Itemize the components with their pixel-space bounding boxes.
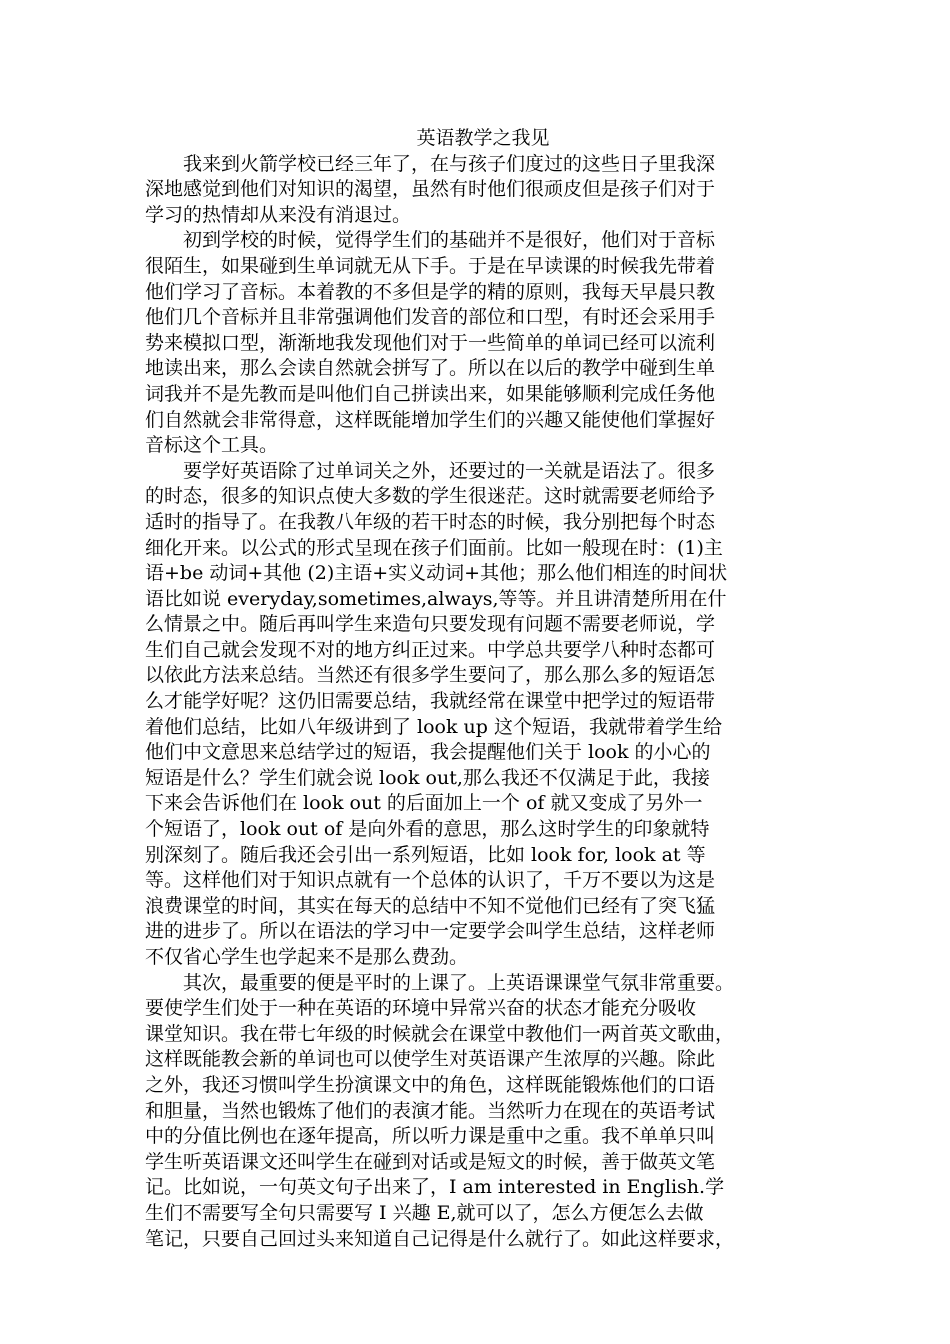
text-line: 中的分值比例也在逐年提高，所以听力课是重中之重。我不单单只叫 [145, 1125, 716, 1148]
text-line: 着他们总结，比如八年级讲到了 look up 这个短语，我就带着学生给 [145, 715, 722, 738]
text-line: 下来会告诉他们在 look out 的后面加上一个 of 就又变成了另外一 [145, 792, 703, 815]
text-line: 生们不需要写全句只需要写 I 兴趣 E,就可以了，怎么方便怎么去做 [145, 1201, 704, 1224]
text-line: 和胆量，当然也锻炼了他们的表演才能。当然听力在现在的英语考试 [145, 1099, 716, 1122]
text-line: 他们中文意思来总结学过的短语，我会提醒他们关于 look 的小心的 [145, 741, 711, 764]
text-line: 个短语了，look out of 是向外看的意思，那么这时学生的印象就特 [145, 818, 710, 841]
document-title: 英语教学之我见 [416, 127, 550, 149]
text-line: 势来模拟口型，渐渐地我发现他们对于一些简单的单词已经可以流利 [145, 331, 716, 354]
text-line: 等。这样他们对于知识点就有一个总体的认识了，千万不要以为这是 [145, 869, 716, 892]
text-line: 以依此方法来总结。当然还有很多学生要问了，那么那么多的短语怎 [145, 664, 716, 687]
text-line: 的时态，很多的知识点使大多数的学生很迷茫。这时就需要老师给予 [145, 485, 716, 508]
text-line: 我来到火箭学校已经三年了，在与孩子们度过的这些日子里我深 [183, 152, 716, 175]
text-line: 他们学习了音标。本着教的不多但是学的精的原则，我每天早晨只教 [145, 280, 716, 303]
text-line: 进的进步了。所以在语法的学习中一定要学会叫学生总结，这样老师 [145, 920, 716, 943]
text-line: 课堂知识。我在带七年级的时候就会在课堂中教他们一两首英文歌曲， [145, 1022, 735, 1045]
text-line: 语+be 动词+其他 (2)主语+实义动词+其他；那么他们相连的时间状 [145, 562, 728, 585]
text-line: 短语是什么？学生们就会说 look out,那么我还不仅满足于此，我接 [145, 766, 710, 789]
text-line: 适时的指导了。在我教八年级的若干时态的时候，我分别把每个时态 [145, 510, 716, 533]
text-line: 音标这个工具。 [145, 434, 279, 457]
text-line: 语比如说 everyday,sometimes,always,等等。并且讲清楚所用在什 [145, 587, 727, 610]
text-line: 么才能学好呢？这仍旧需要总结，我就经常在课堂中把学过的短语带 [145, 690, 716, 713]
text-line: 学生听英语课文还叫学生在碰到对话或是短文的时候，善于做英文笔 [145, 1150, 716, 1173]
paragraph-1 [145, 152, 821, 229]
text-line: 这样既能教会新的单词也可以使学生对英语课产生浓厚的兴趣。除此 [145, 1048, 716, 1071]
document-body [145, 126, 821, 1252]
text-line: 词我并不是先教而是叫他们自己拼读出来，如果能够顺利完成任务他 [145, 382, 716, 405]
text-line: 很陌生，如果碰到生单词就无从下手。于是在早读课的时候我先带着 [145, 254, 716, 277]
paragraph-4 [145, 971, 821, 1253]
text-line: 么情景之中。随后再叫学生来造句只要发现有问题不需要老师说，学 [145, 613, 716, 636]
text-line: 其次，最重要的便是平时的上课了。上英语课课堂气氛非常重要。 [183, 971, 735, 994]
text-line: 不仅省心学生也学起来不是那么费劲。 [145, 946, 469, 968]
paragraph-3 [145, 459, 821, 971]
text-line: 浪费课堂的时间，其实在每天的总结中不知不觉他们已经有了突飞猛 [145, 894, 716, 917]
text-line: 要学好英语除了过单词关之外，还要过的一关就是语法了。很多 [183, 459, 716, 482]
text-line: 深地感觉到他们对知识的渴望，虽然有时他们很顽皮但是孩子们对于 [145, 178, 716, 201]
text-line: 初到学校的时候，觉得学生们的基础并不是很好，他们对于音标 [183, 229, 716, 252]
text-line: 学习的热情却从来没有消退过。 [145, 203, 412, 226]
text-line: 笔记，只要自己回过头来知道自己记得是什么就行了。如此这样要求， [145, 1227, 735, 1250]
text-line: 地读出来，那么会读自然就会拼写了。所以在以后的教学中碰到生单 [145, 357, 716, 380]
text-line: 记。比如说，一句英文句子出来了，I am interested in English.学 [145, 1176, 725, 1199]
text-line: 们自然就会非常得意，这样既能增加学生们的兴趣又能使他们掌握好 [145, 408, 716, 431]
text-line: 他们几个音标并且非常强调他们发音的部位和口型，有时还会采用手 [145, 306, 716, 329]
text-line: 生们自己就会发现不对的地方纠正过来。中学总共要学八种时态都可 [145, 638, 716, 661]
text-line: 要使学生们处于一种在英语的环境中异常兴奋的状态才能充分吸收 [145, 997, 697, 1020]
text-line: 细化开来。以公式的形式呈现在孩子们面前。比如一般现在时：(1)主 [145, 536, 723, 559]
text-line: 之外，我还习惯叫学生扮演课文中的角色，这样既能锻炼他们的口语 [145, 1073, 716, 1096]
paragraph-2 [145, 228, 821, 458]
text-line: 别深刻了。随后我还会引出一系列短语，比如 look for, look at 等 [145, 843, 706, 866]
